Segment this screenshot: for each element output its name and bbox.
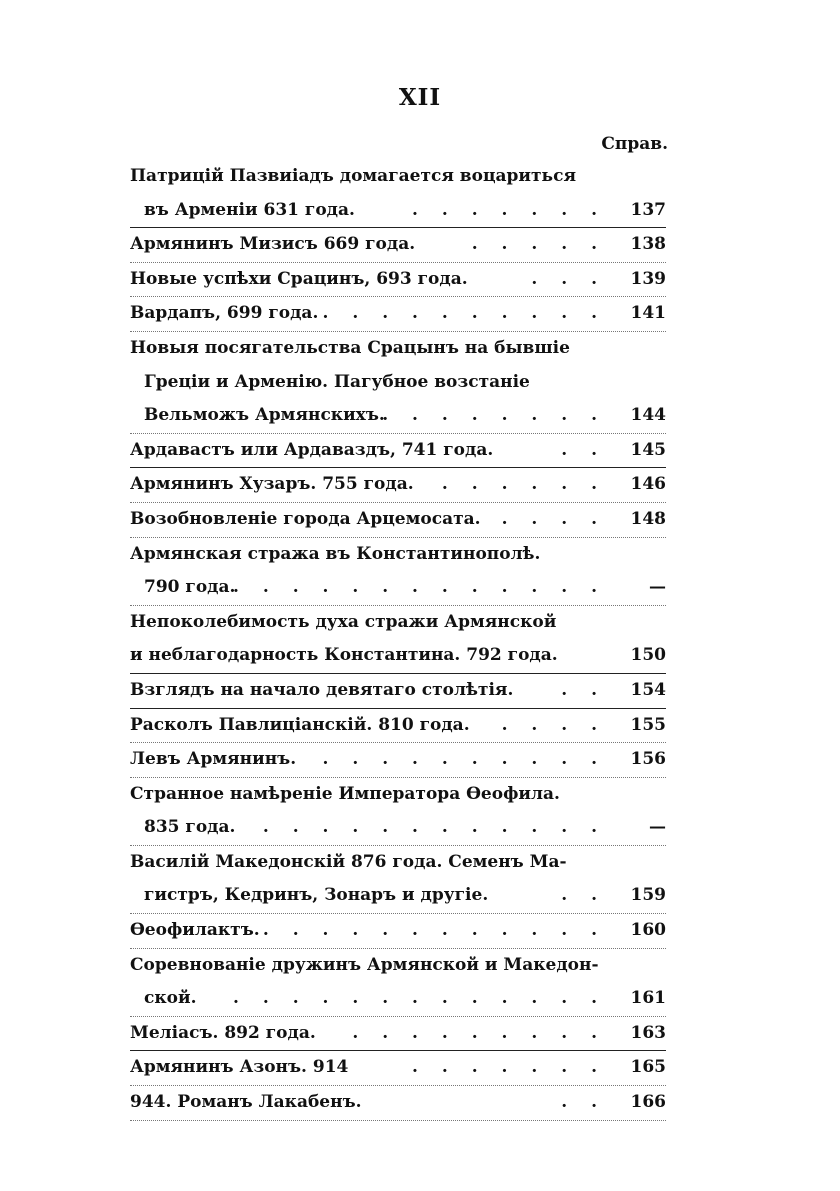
toc-page-number: 150 (630, 645, 666, 666)
toc-entry-line (130, 332, 666, 366)
toc-leader-dots: . . (561, 439, 606, 460)
toc-page-number: 155 (630, 714, 666, 735)
toc-entry-title: Левъ Армянинъ. (130, 749, 297, 770)
toc-entry-line (130, 399, 666, 434)
toc-leader-dots: . . . . . . . . . . (322, 749, 606, 770)
toc-leader-dots: . . . (531, 268, 606, 289)
toc-entry-line (130, 366, 666, 400)
toc-page-number: 139 (630, 268, 666, 289)
toc-entry-title: 944. Романъ Лакабенъ. (130, 1092, 362, 1113)
toc-entry-line (130, 778, 666, 812)
toc-entry-title: въ Арменіи 631 года. (144, 199, 355, 220)
toc-page-number: 141 (630, 303, 666, 324)
toc-entry-line (130, 538, 666, 572)
toc-page-number: — (649, 577, 666, 598)
toc-leader-dots: . . . . . . . . . . (322, 303, 606, 324)
table-of-contents (130, 160, 666, 1121)
toc-entry-line (130, 743, 666, 778)
toc-entry-title: Армянинъ Мизисъ 669 года. (130, 234, 416, 255)
toc-leader-dots: . . . . . . . (412, 199, 606, 220)
toc-entry-title: Патрицій Пазвиіадъ домагается воцариться (130, 166, 577, 186)
toc-entry-title: Василій Македонскій 876 года. Семенъ Ма- (130, 851, 567, 872)
toc-entry-title: Новыя посягательства Срацынъ на бывшіе (130, 337, 570, 358)
toc-page-number: 148 (630, 508, 666, 529)
toc-entry-title: Армянская стража въ Константинополѣ. (130, 543, 541, 564)
toc-entry-title: Новые успѣхи Срацинъ, 693 года. (130, 268, 468, 289)
toc-leader-dots: . . . . . . . . . (352, 1022, 606, 1043)
toc-page-number: 166 (630, 1092, 666, 1113)
toc-entry-title: Вельможъ Армянскихъ. (144, 405, 385, 426)
toc-entry-title: Армянинъ Азонъ. 914 (130, 1057, 349, 1078)
toc-entry-line (130, 434, 666, 469)
toc-entry-line (130, 879, 666, 914)
toc-entry-line (130, 571, 666, 606)
toc-entry-line (130, 297, 666, 332)
toc-leader-dots: . . . . . . . . . . . . . (233, 988, 606, 1009)
toc-page-number: 144 (630, 405, 666, 426)
toc-entry-title: ской. (144, 988, 197, 1009)
toc-entry-title: Вардапъ, 699 года. (130, 303, 319, 324)
toc-leader-dots: . . . . . . . . (382, 405, 606, 426)
toc-entry-title: Ѳеофилактъ. (130, 920, 260, 941)
toc-entry-title: 835 года. (144, 817, 236, 838)
toc-entry-line (130, 811, 666, 846)
toc-leader-dots: . . . . . . . (412, 1057, 606, 1078)
toc-page-number: 154 (630, 679, 666, 700)
toc-entry-line (130, 263, 666, 298)
toc-entry-line (130, 194, 666, 229)
toc-entry-line (130, 228, 666, 263)
toc-entry-line (130, 468, 666, 503)
toc-entry-title: Взглядъ на начало девятаго столѣтія. (130, 679, 514, 700)
page-number: XII (398, 84, 442, 111)
toc-entry-title: Армянинъ Хузаръ. 755 года. (130, 474, 414, 495)
toc-entry-title: Возобновленіе города Арцемосата. (130, 508, 481, 529)
toc-leader-dots: . . (561, 885, 606, 906)
toc-entry-title: Ардавастъ или Ардаваздъ, 741 года. (130, 439, 494, 460)
toc-leader-dots: . . . . . . . . . . . . (262, 920, 606, 941)
toc-entry-line (130, 914, 666, 949)
toc-entry-line (130, 709, 666, 744)
toc-entry-title: и неблагодарность Константина. 792 года. (130, 645, 558, 666)
toc-page-number: 146 (630, 474, 666, 495)
toc-entry-line (130, 674, 666, 709)
toc-entry-title: Греціи и Арменію. Пагубное возстаніе (144, 371, 530, 392)
toc-page-number: 137 (630, 199, 666, 220)
toc-entry-line (130, 639, 666, 674)
toc-entry-line (130, 1051, 666, 1086)
toc-entry-title: Расколъ Павлиціанскій. 810 года. (130, 714, 470, 735)
toc-page-number: 156 (630, 749, 666, 770)
toc-entry-line (130, 846, 666, 880)
toc-entry-title: Непоколебимость духа стражи Армянской (130, 611, 557, 632)
column-header-pages: Справ. (601, 134, 668, 154)
toc-entry-line (130, 160, 666, 194)
toc-page-number: — (649, 817, 666, 838)
toc-entry-line (130, 606, 666, 640)
toc-leader-dots: . . . . (501, 714, 606, 735)
toc-page-number: 161 (630, 988, 666, 1009)
toc-leader-dots: . . . . . . . . . . . . (262, 817, 606, 838)
toc-leader-dots: . . . . (501, 508, 606, 529)
toc-entry-line (130, 1017, 666, 1052)
toc-entry-line (130, 503, 666, 538)
toc-entry-title: Меліасъ. 892 года. (130, 1022, 316, 1043)
toc-entry-title: Соревнованіе дружинъ Армянской и Македон- (130, 954, 599, 975)
toc-page-number: 145 (630, 439, 666, 460)
toc-page-number: 160 (630, 920, 666, 941)
toc-entry-line (130, 949, 666, 983)
toc-entry-title: 790 года. (144, 577, 236, 598)
toc-entry-line (130, 982, 666, 1017)
toc-page-number: 165 (630, 1057, 666, 1078)
toc-leader-dots: . . (561, 1092, 606, 1113)
toc-leader-dots: . . . . . (471, 234, 606, 255)
toc-entry-title: Странное намѣреніе Императора Ѳеофила. (130, 783, 560, 804)
toc-entry-line (130, 1086, 666, 1121)
toc-page-number: 138 (630, 234, 666, 255)
toc-page-number: 159 (630, 885, 666, 906)
toc-entry-title: гистръ, Кедринъ, Зонаръ и другіе. (144, 885, 489, 906)
toc-page-number: 163 (630, 1022, 666, 1043)
toc-leader-dots: . . . . . . . . . . . . . (233, 577, 606, 598)
toc-leader-dots: . . . . . . (441, 474, 606, 495)
toc-leader-dots: . . (561, 679, 606, 700)
